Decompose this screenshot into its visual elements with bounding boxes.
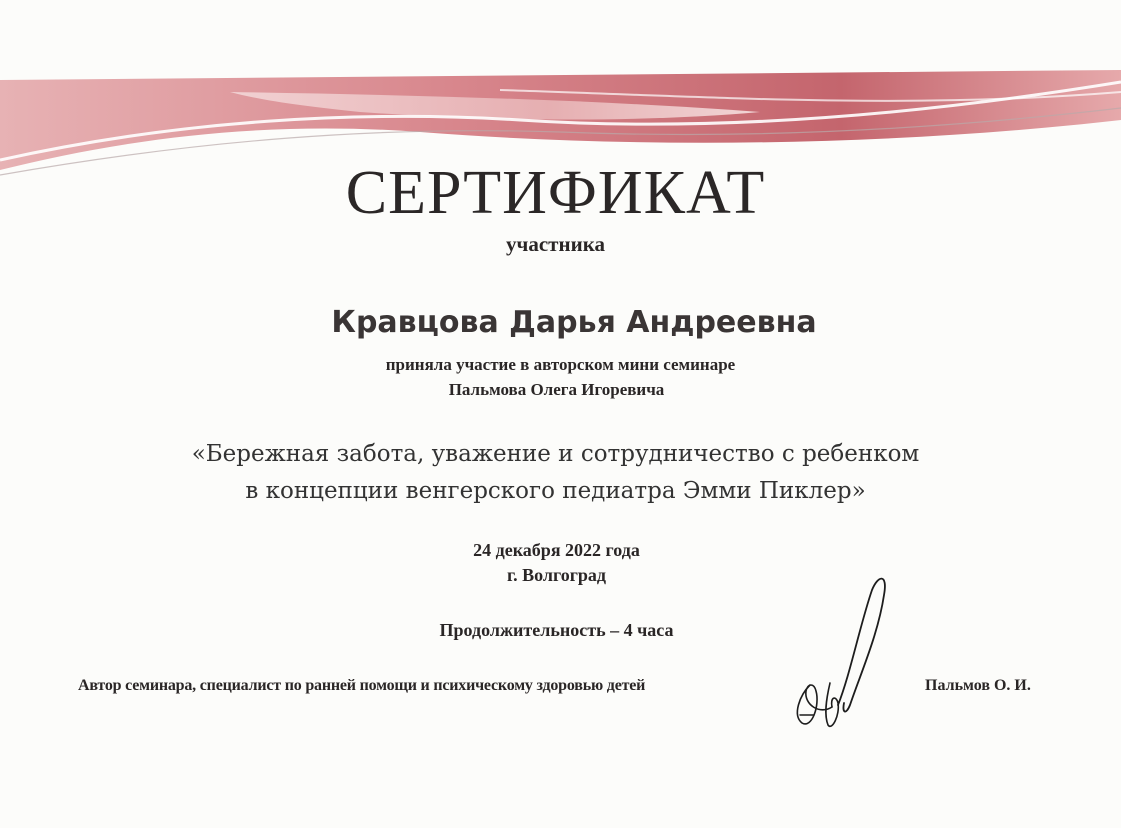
signature (780, 565, 910, 735)
participation-line-1: приняла участие в авторском мини семинаре (385, 355, 736, 374)
ribbon-band-main (0, 70, 1121, 170)
author-role: Автор семинара, специалист по ранней помощи и психическому здоровью детей (78, 677, 646, 694)
seminar-topic-line-2: в концепции венгерского педиатра Эмми Пиклер» (245, 478, 866, 504)
certificate-subtitle: участника (506, 232, 605, 256)
certificate-title: СЕРТИФИКАТ (345, 159, 766, 227)
seminar-duration: Продолжительность – 4 часа (439, 620, 674, 640)
participation-line-2: Пальмова Олега Игоревича (448, 380, 665, 399)
seminar-date: 24 декабря 2022 года (473, 540, 640, 560)
recipient-name: Кравцова Дарья Андреевна (331, 305, 817, 340)
seminar-topic-line-1: «Бережная забота, уважение и сотрудничество с ребенком (191, 441, 920, 467)
author-name: Пальмов О. И. (925, 677, 1031, 694)
seminar-city: г. Волгоград (506, 565, 607, 585)
